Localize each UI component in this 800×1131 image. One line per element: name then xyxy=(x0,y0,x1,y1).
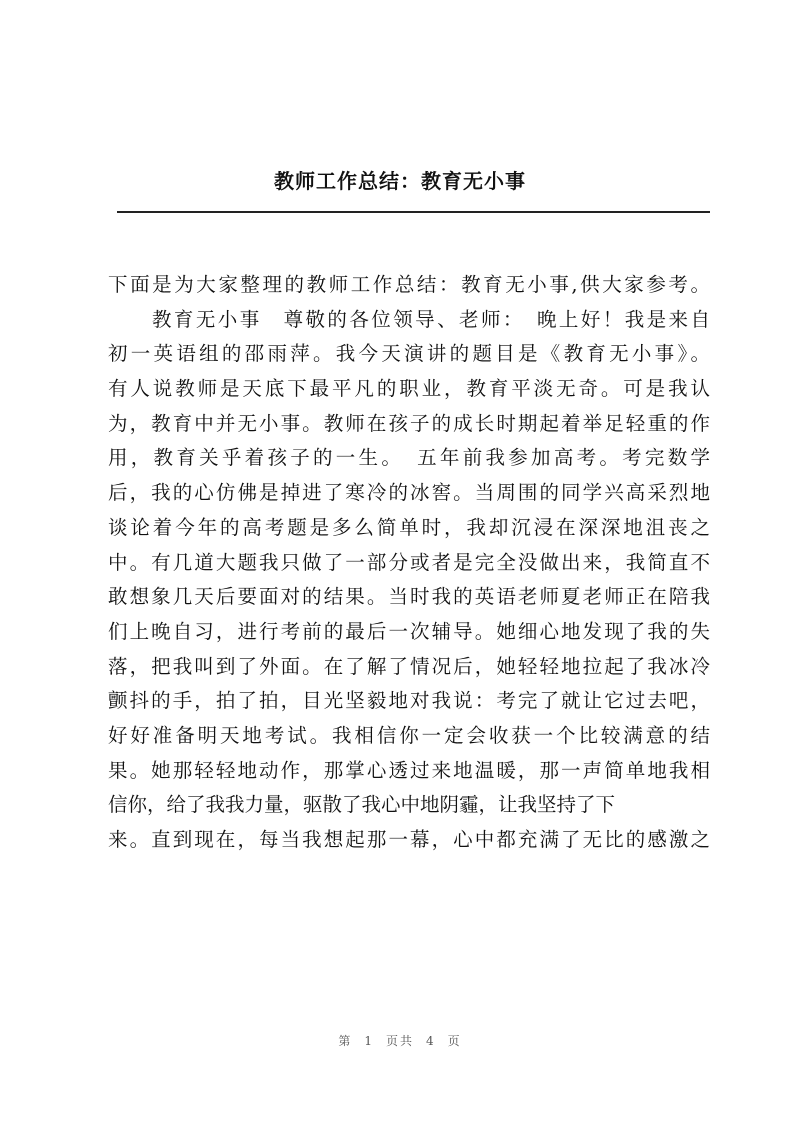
body-line: 下面是为大家整理的教师工作总结：教育无小事,供大家参考。 xyxy=(108,273,710,296)
body-line: 好好准备明天地考试。我相信你一定会收获一个比较满意的结 xyxy=(108,723,710,747)
body-line: 果。她那轻轻地动作，那掌心透过来地温暖，那一声简单地我相 xyxy=(108,758,710,782)
page-footer xyxy=(0,1032,800,1049)
footer-prefix: 第 xyxy=(338,1034,353,1048)
footer-total-pages: 4 xyxy=(426,1034,436,1048)
body-line: 后，我的心仿佛是掉进了寒冷的冰窖。当周围的同学兴高采烈地 xyxy=(108,481,710,505)
body-line: 来。直到现在，每当我想起那一幕，心中都充满了无比的感激之 xyxy=(108,828,710,851)
body-line: 落，把我叫到了外面。在了解了情况后，她轻轻地拉起了我冰冷 xyxy=(108,654,710,678)
body-line: 谈论着今年的高考题是多么简单时，我却沉浸在深深地沮丧之 xyxy=(108,515,710,539)
body-line: 们上晚自习，进行考前的最后一次辅导。她细心地发现了我的失 xyxy=(108,619,710,643)
body-line: 为，教育中并无小事。教师在孩子的成长时期起着举足轻重的作 xyxy=(108,411,710,435)
page-title: 教师工作总结：教育无小事 xyxy=(274,169,526,193)
body-line: 教育无小事 尊敬的各位领导、老师： 晚上好！我是来自 xyxy=(152,307,710,331)
body-line: 敢想象几天后要面对的结果。当时我的英语老师夏老师正在陪我 xyxy=(108,585,710,609)
body-line: 中。有几道大题我只做了一部分或者是完全没做出来，我简直不 xyxy=(108,550,710,574)
title-divider xyxy=(117,211,710,213)
body-line: 用，教育关乎着孩子的一生。 五年前我参加高考。考完数学 xyxy=(108,446,710,470)
body-line: 初一英语组的邵雨萍。我今天演讲的题目是《教育无小事》。 xyxy=(108,342,710,366)
footer-current-page: 1 xyxy=(364,1034,374,1048)
body-line: 有人说教师是天底下最平凡的职业，教育平淡无奇。可是我认 xyxy=(108,377,710,401)
footer-middle: 页共 xyxy=(385,1034,414,1048)
document-body xyxy=(108,268,710,858)
body-line: 颤抖的手，拍了拍，目光坚毅地对我说：考完了就让它过去吧， xyxy=(108,689,710,713)
body-line: 信你，给了我我力量，驱散了我心中地阴霾，让我坚持了下 xyxy=(108,793,616,817)
footer-suffix: 页 xyxy=(447,1034,462,1048)
